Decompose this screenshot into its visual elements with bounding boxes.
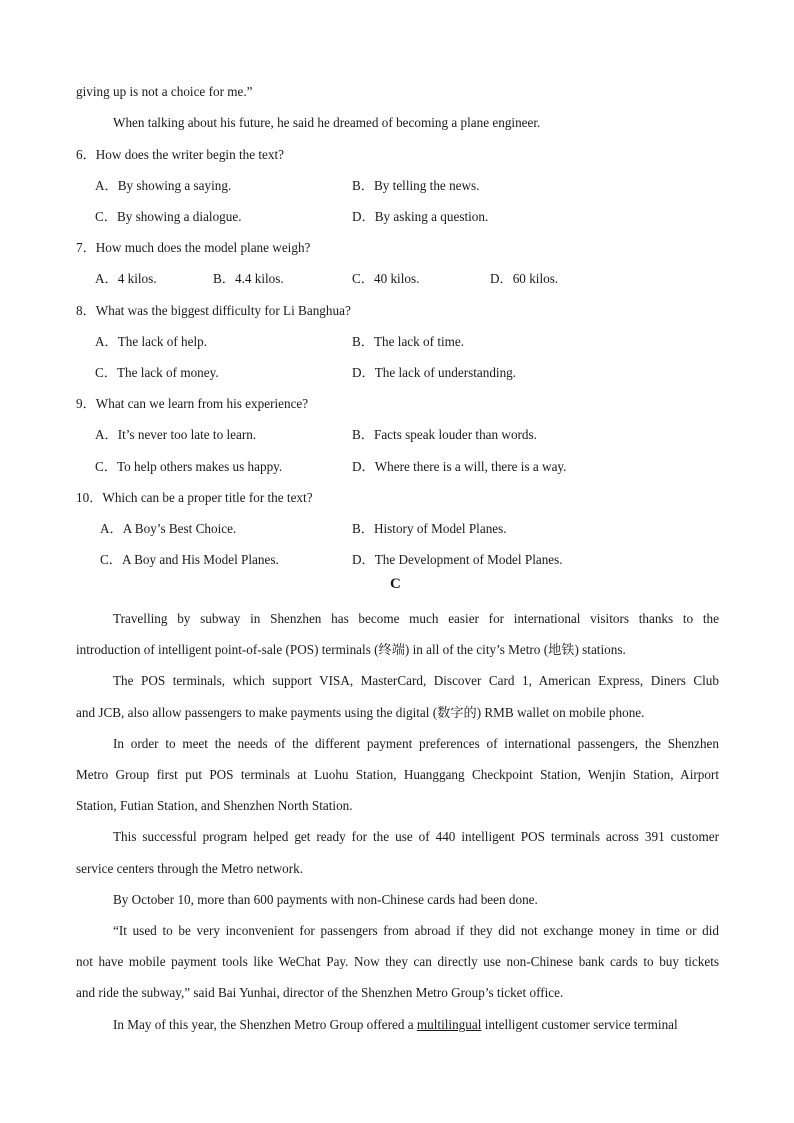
paragraph-line: introduction of intelligent point-of-sale (POS) terminals (终端) in all of the city’s Metro (地铁) stations. (76, 642, 626, 657)
text-line: giving up is not a choice for me.” (76, 84, 253, 99)
section-heading: C (390, 576, 401, 592)
option-a: A．By showing a saying. (95, 178, 232, 193)
option-b: B．History of Model Planes. (352, 521, 507, 536)
paragraph-line: In order to meet the needs of the different payment preferences of international passengers, the Shenzhen (113, 736, 719, 751)
paragraph-line: not have mobile payment tools like WeChat Pay. Now they can directly use non-Chinese bank cards to buy tickets (76, 954, 719, 969)
option-c: C．A Boy and His Model Planes. (100, 552, 279, 567)
paragraph-line: service centers through the Metro network. (76, 861, 304, 876)
option-d: D．Where there is a will, there is a way. (352, 459, 567, 474)
option-c: C．40 kilos. (352, 271, 420, 286)
paragraph-line: Travelling by subway in Shenzhen has become much easier for international visitors thanks to the (113, 611, 719, 626)
option-b: B．By telling the news. (352, 178, 480, 193)
text-segment: In May of this year, the Shenzhen Metro Group offered a (113, 1017, 414, 1032)
text-segment: intelligent customer service terminal (484, 1017, 678, 1032)
paragraph-line: and ride the subway,” said Bai Yunhai, director of the Shenzhen Metro Group’s ticket office. (76, 985, 564, 1000)
option-b: B．Facts speak louder than words. (352, 427, 537, 442)
paragraph-line: By October 10, more than 600 payments with non-Chinese cards had been done. (113, 892, 538, 907)
question-stem: 6．How does the writer begin the text? (76, 147, 285, 162)
question-stem: 8．What was the biggest difficulty for Li Banghua? (76, 303, 351, 318)
paragraph-line: The POS terminals, which support VISA, MasterCard, Discover Card 1, American Express, Diners Club (113, 673, 719, 688)
question-stem: 10．Which can be a proper title for the text? (76, 490, 313, 505)
option-d: D．60 kilos. (490, 271, 559, 286)
question-stem: 9．What can we learn from his experience? (76, 396, 309, 411)
paragraph-line: and JCB, also allow passengers to make payments using the digital (数字的) RMB wallet on mobile phone. (76, 705, 645, 720)
option-c: C．To help others makes us happy. (95, 459, 283, 474)
option-a: A．The lack of help. (95, 334, 208, 349)
option-c: C．By showing a dialogue. (95, 209, 242, 224)
paragraph-line (113, 1017, 678, 1033)
option-d: D．The Development of Model Planes. (352, 552, 563, 567)
option-a: A．A Boy’s Best Choice. (100, 521, 237, 536)
underlined-word: multilingual (416, 1017, 482, 1032)
question-stem: 7．How much does the model plane weigh? (76, 240, 311, 255)
option-c: C．The lack of money. (95, 365, 219, 380)
option-a: A．It’s never too late to learn. (95, 427, 257, 442)
option-b: B．4.4 kilos. (213, 271, 284, 286)
option-a: A．4 kilos. (95, 271, 157, 286)
option-d: D．The lack of understanding. (352, 365, 517, 380)
text-line: When talking about his future, he said he dreamed of becoming a plane engineer. (113, 115, 541, 130)
paragraph-line: “It used to be very inconvenient for passengers from abroad if they did not exchange money in time or did (113, 923, 719, 938)
paragraph-line: This successful program helped get ready for the use of 440 intelligent POS terminals across 391 customer (113, 829, 719, 844)
paragraph-line: Station, Futian Station, and Shenzhen North Station. (76, 798, 353, 813)
paragraph-line: Metro Group first put POS terminals at Luohu Station, Huanggang Checkpoint Station, Wenjin Station, Airport (76, 767, 719, 782)
option-b: B．The lack of time. (352, 334, 465, 349)
option-d: D．By asking a question. (352, 209, 489, 224)
